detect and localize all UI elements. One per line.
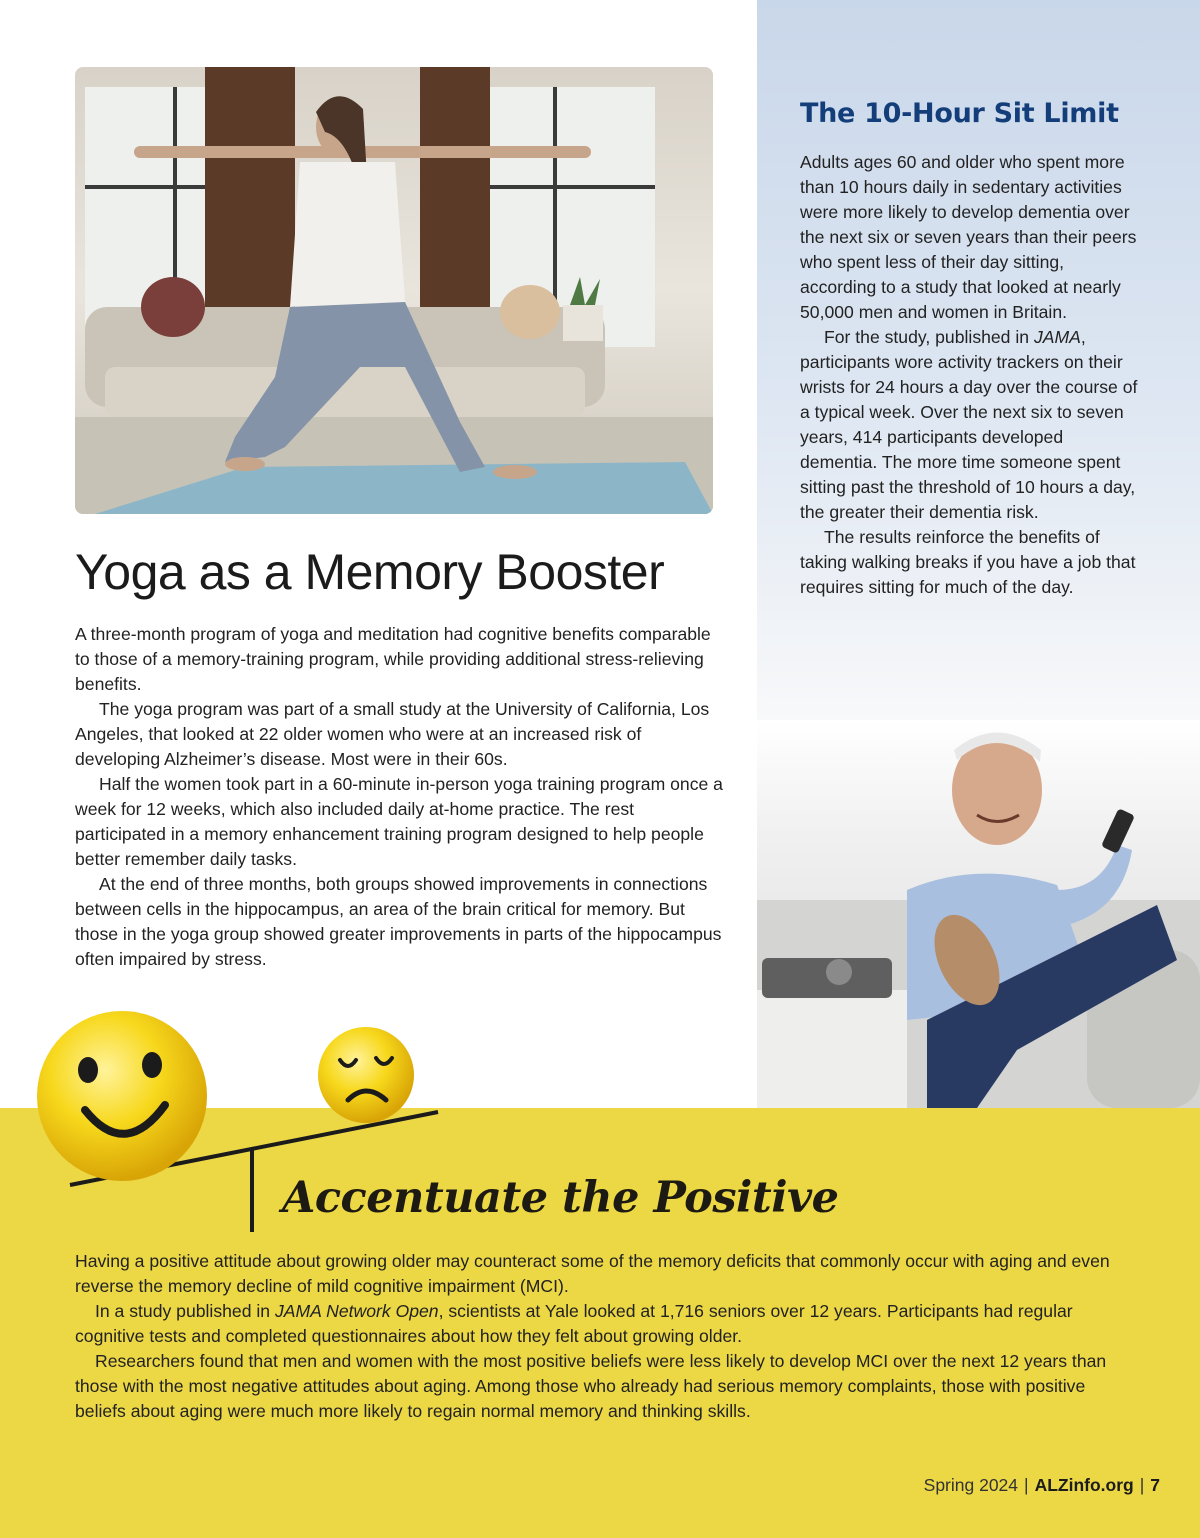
sit-limit-paragraph: The results reinforce the benefits of taking walking breaks if you have a job that requires sitting for much of the day. — [800, 527, 1136, 597]
text-run: For the study, published in — [824, 327, 1034, 347]
sit-limit-heading: The 10-Hour Sit Limit — [800, 98, 1119, 129]
sit-limit-paragraph — [800, 325, 1145, 525]
site-link[interactable]: ALZinfo.org — [1034, 1475, 1134, 1495]
journal-name: JAMA — [1033, 327, 1081, 347]
accentuate-heading: Accentuate the Positive — [282, 1173, 839, 1223]
accentuate-paragraph: Having a positive attitude about growing older may counteract some of the memory deficits that commonly occur with aging and even reverse the memory decline of mild cognitive impairment (MCI). — [75, 1251, 1110, 1296]
footer-separator: | — [1024, 1475, 1029, 1495]
sad-face-icon — [318, 1027, 414, 1123]
sit-limit-article-body — [800, 150, 1145, 600]
footer-separator: | — [1139, 1475, 1145, 1495]
accentuate-paragraph: Researchers found that men and women with the most positive beliefs were less likely to develop MCI over the next 12 years than those with the most negative attitudes about aging. Among those who already had serious memory complaints, those with positive beliefs about aging were much more likely to regain normal memory and thinking skills. — [75, 1351, 1107, 1421]
yoga-paragraph: Half the women took part in a 60-minute in-person yoga training program once a week for 12 weeks, which also included daily at-home practice. The rest participated in a memory enhancement training program designed to help people better remember daily tasks. — [75, 774, 723, 869]
journal-name: JAMA Network Open — [274, 1301, 439, 1321]
text-run: , participants wore activity trackers on their wrists for 24 hours a day over the course of a typical week. Over the next six to seven years, 414 participants developed dementia. The more time someone spent sitting past the threshold of 10 hours a day, the greater their dementia risk. — [800, 327, 1138, 522]
senior-man-photo — [757, 720, 1200, 1108]
yoga-heading: Yoga as a Memory Booster — [75, 544, 665, 600]
yoga-paragraph: A three-month program of yoga and meditation had cognitive benefits comparable to those of a memory-training program, while providing additional stress-relieving benefits. — [75, 624, 711, 694]
yoga-paragraph: At the end of three months, both groups showed improvements in connections between cells in the hippocampus, an area of the brain critical for memory. But those in the yoga group showed greater improvements in parts of the hippocampus often impaired by stress. — [75, 874, 722, 969]
text-run: , scientists at Yale looked at 1,716 seniors over 12 years. Participants had regular cognitive tests and completed questionnaires about how they felt about growing older. — [75, 1301, 1073, 1346]
accentuate-article-body — [75, 1249, 1125, 1424]
senior-man-illustration — [757, 720, 1200, 1108]
yoga-photo — [75, 67, 713, 514]
issue-label: Spring 2024 — [923, 1475, 1019, 1495]
yoga-illustration — [75, 67, 713, 514]
yoga-article-body — [75, 622, 725, 972]
happy-face-icon — [37, 1011, 207, 1181]
page-footer — [924, 1475, 1160, 1496]
text-run: In a study published in — [95, 1301, 275, 1321]
yoga-paragraph: The yoga program was part of a small study at the University of California, Los Angeles, that looked at 22 older women who were at an increased risk of developing Alzheimer’s disease. Most were in their 60s. — [75, 699, 710, 769]
page-number: 7 — [1150, 1475, 1160, 1495]
sit-limit-paragraph: Adults ages 60 and older who spent more than 10 hours daily in sedentary activities were more likely to develop dementia over the next six or seven years than their peers who spent less of their day sitting, according to a study that looked at nearly 50,000 men and women in Britain. — [800, 152, 1137, 322]
accentuate-paragraph — [75, 1299, 1125, 1349]
